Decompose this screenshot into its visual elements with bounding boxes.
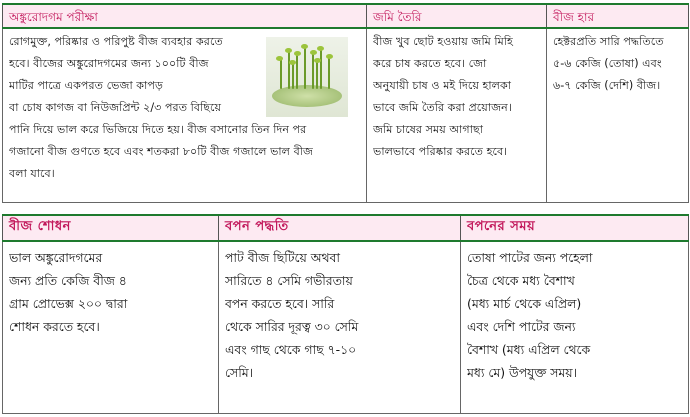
header-land-preparation: জমি তৈরি <box>367 4 547 28</box>
seed-rate-text: হেক্টরপ্রতি সারি পদ্ধতিতে ৫-৬ কেজি (তোষা) এবং ৬-৭ কেজি (দেশি) বীজ। <box>547 28 689 202</box>
header-sowing-time: বপনের সময় <box>461 215 689 241</box>
header-seed-rate: বীজ হার <box>547 4 689 28</box>
land-preparation-text: বীজ খুব ছোট হওয়ায় জমি মিহি করে চাষ করতে হবে। জো অনুযায়ী চাষ ও মই দিয়ে হালকা ভাবে জমি তৈরি করা প্রয়োজন। জমি চাষের সময় আগাছা ভালভাবে পরিষ্কার করতে হবে। <box>367 28 547 202</box>
seed-treatment-text: ভাল অঙ্কুরোদগমের জন্য প্রতি কেজি বীজ ৪ গ্রাম প্রোভেক্স ২০০ দ্বারা শোধন করতে হবে। <box>3 241 219 413</box>
header-germination-test: অঙ্কুরোদগম পরীক্ষা <box>3 4 367 28</box>
header-sowing-method: বপন পদ্ধতি <box>219 215 461 241</box>
top-header-row <box>3 4 689 28</box>
sowing-method-text: পাট বীজ ছিটিয়ে অথবা সারিতে ৪ সেমি গভীরতায় বপন করতে হবে। সারি থেকে সারির দূরত্ব ৩০ সেমি এবং গাছ থেকে গাছ ৭-১০ সেমি। <box>219 241 461 413</box>
header-seed-treatment: বীজ শোধন <box>3 215 219 241</box>
bottom-info-table <box>2 214 689 414</box>
sprouting-seeds-photo <box>266 37 348 117</box>
petri-dish <box>272 85 342 107</box>
bottom-header-row <box>3 215 689 241</box>
germination-test-text: রোগমুক্ত, পরিষ্কার ও পরিপুষ্ট বীজ ব্যবহার করতে হবে। বীজের অঙ্কুরোদগমের জন্য ১০০টি বীজ মাটির পাত্রে একপরত ভেজা কাপড় বা চোষ কাগজ বা নিউজপ্রিন্ট ২/৩ পরত বিছিয়ে পানি দিয়ে ভাল করে ভিজিয়ে দিতে হয়। বীজ বসানোর তিন দিন পর গজানো বীজ গুণতে হবে এবং শতকরা ৮০টি বীজ গজালে ভাল বীজ বলা যাবে। <box>3 28 367 202</box>
bottom-body-row <box>3 241 689 413</box>
sowing-time-text: তোষা পাটের জন্য পহেলা চৈত্র থেকে মধ্য বৈশাখ (মধ্য মার্চ থেকে এপ্রিল) এবং দেশি পাটের জন্য বৈশাখ (মধ্য এপ্রিল থেকে মধ্য মে) উপযুক্ত সময়। <box>461 241 689 413</box>
